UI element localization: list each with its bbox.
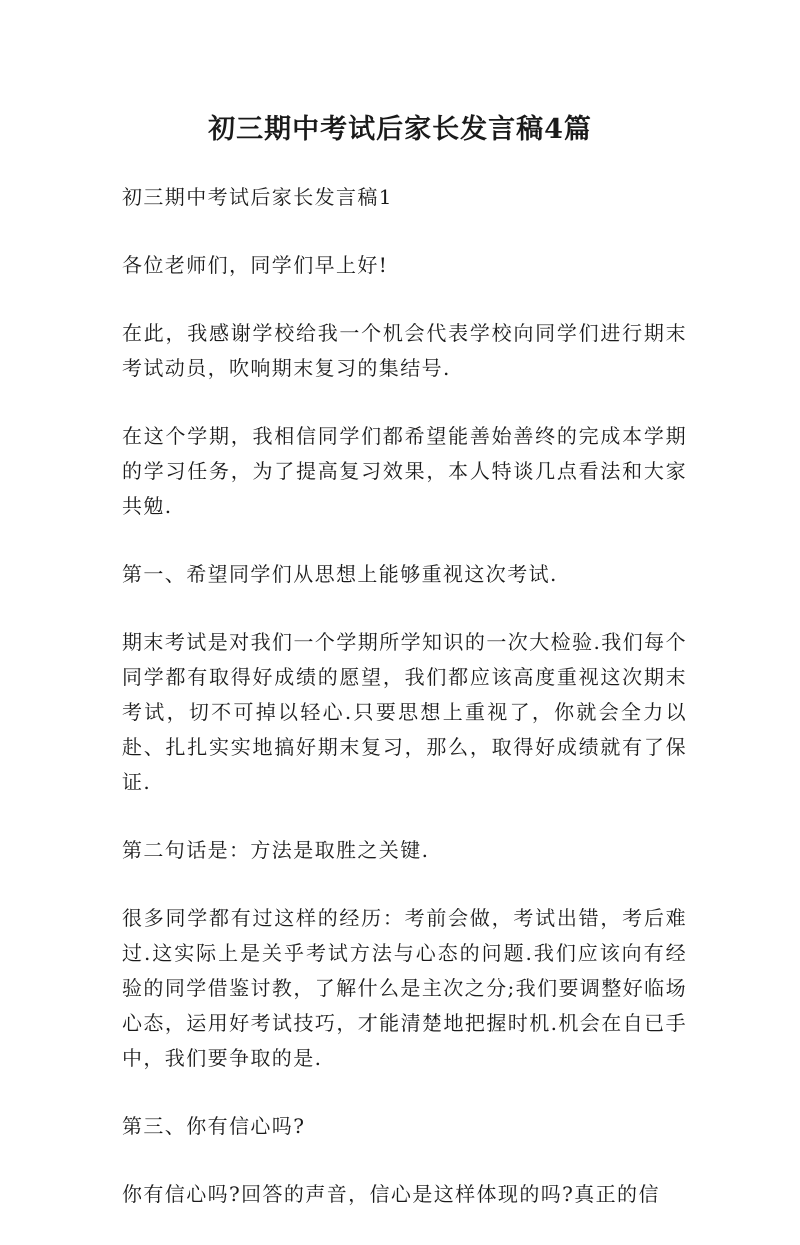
point-heading: 第三、你有信心吗?: [122, 1114, 306, 1138]
greeting-paragraph: 各位老师们，同学们早上好!: [122, 253, 389, 277]
document-title: 初三期中考试后家长发言稿4篇: [208, 114, 592, 145]
point-heading: 第一、希望同学们从思想上能够重视这次考试.: [122, 562, 558, 586]
body-paragraph: 期末考试是对我们一个学期所学知识的一次大检验.我们每个同学都有取得好成绩的愿望，我们都应该高度重视这次期末考试，切不可掉以轻心.只要思想上重视了，你就会全力以赴、扎扎实实地搞好期末复习，那么，取得好成绩就有了保证.: [122, 630, 687, 794]
body-paragraph: 在这个学期，我相信同学们都希望能善始善终的完成本学期的学习任务，为了提高复习效果，本人特谈几点看法和大家共勉.: [122, 424, 687, 518]
body-paragraph: 你有信心吗?回答的声音，信心是这样体现的吗?真正的信: [122, 1182, 660, 1206]
body-paragraph: 在此，我感谢学校给我一个机会代表学校向同学们进行期末考试动员，吹响期末复习的集结号.: [122, 321, 687, 380]
point-heading: 第二句话是：方法是取胜之关键.: [122, 838, 430, 862]
section-heading: 初三期中考试后家长发言稿1: [122, 185, 393, 209]
body-paragraph: 很多同学都有过这样的经历：考前会做，考试出错，考后难过.这实际上是关乎考试方法与心态的问题.我们应该向有经验的同学借鉴讨教，了解什么是主次之分;我们要调整好临场心态，运用好考试技巧，才能清楚地把握时机.机会在自已手中，我们要争取的是.: [122, 906, 687, 1070]
document-body: [122, 180, 687, 1245]
